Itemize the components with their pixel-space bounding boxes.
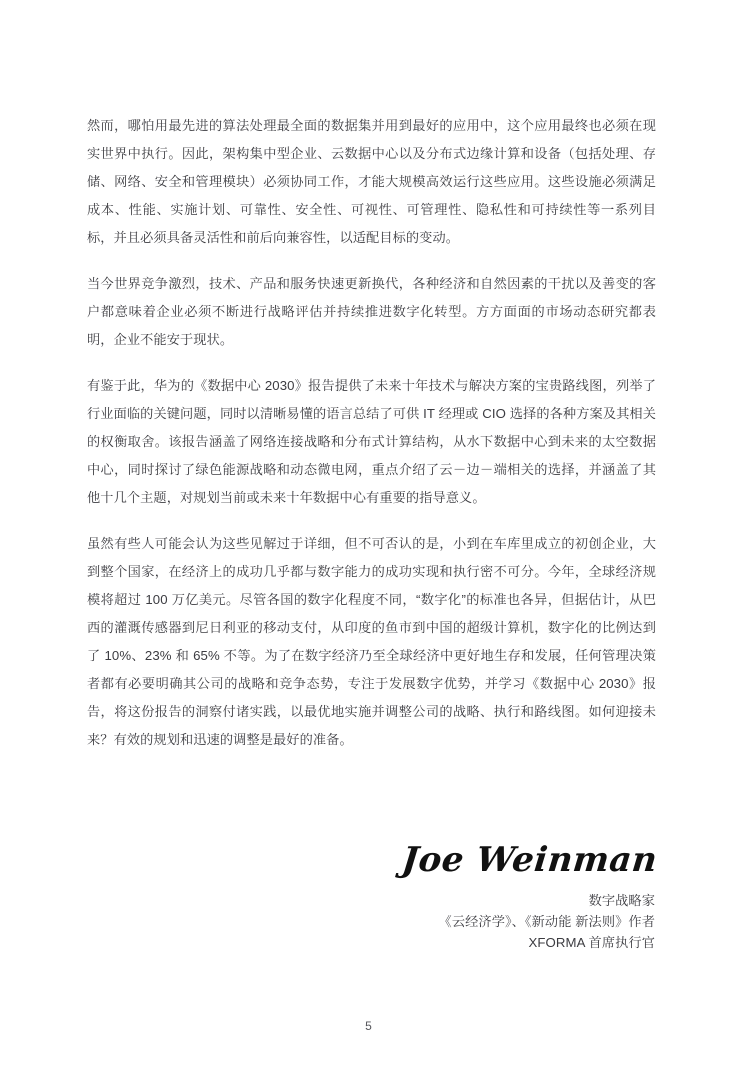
body-text-column — [87, 112, 656, 754]
paragraph: 虽然有些人可能会认为这些见解过于详细，但不可否认的是，小到在车库里成立的初创企业，大到整个国家，在经济上的成功几乎都与数字能力的成功实现和执行密不可分。今年，全球经济规模将超过 100 万亿美元。尽管各国的数字化程度不同，“数字化”的标准也各异，但据估计，从巴西的灌溉传感器到尼日利亚的移动支付，从印度的鱼市到中国的超级计算机，数字化的比例达到了 10%、23% 和 65% 不等。为了在数字经济乃至全球经济中更好地生存和发展，任何管理决策者都有必要明确其公司的战略和竞争态势，专注于发展数字优势，并学习《数据中心 2030》报告，将这份报告的洞察付诸实践，以最优地实施并调整公司的战略、执行和路线图。如何迎接未来？有效的规划和迅速的调整是最好的准备。 — [87, 536, 656, 747]
paragraph: 当今世界竞争激烈，技术、产品和服务快速更新换代，各种经济和自然因素的干扰以及善变的客户都意味着企业必须不断进行战略评估并持续推进数字化转型。方方面面的市场动态研究都表明，企业不能安于现状。 — [87, 276, 656, 347]
signature-block — [235, 838, 660, 953]
author-signature: Joe Weinman — [400, 840, 660, 880]
paragraph: 然而，哪怕用最先进的算法处理最全面的数据集并用到最好的应用中，这个应用最终也必须在现实世界中执行。因此，架构集中型企业、云数据中心以及分布式边缘计算和设备（包括处理、存储、网络、安全和管理模块）必须协同工作，才能大规模高效运行这些应用。这些设施必须满足成本、性能、实施计划、可靠性、安全性、可视性、可管理性、隐私性和可持续性等一系列目标，并且必须具备灵活性和前后向兼容性，以适配目标的变动。 — [87, 118, 656, 245]
author-credit-line: 《云经济学》、《新动能 新法则》作者 — [438, 914, 655, 929]
author-credits — [235, 890, 655, 953]
page-number: 5 — [365, 1019, 372, 1033]
author-credit-line: 数字战略家 — [588, 893, 655, 908]
author-credit-line: XFORMA 首席执行官 — [528, 935, 655, 950]
paragraph: 有鉴于此，华为的《数据中心 2030》报告提供了未来十年技术与解决方案的宝贵路线图，列举了行业面临的关键问题，同时以清晰易懂的语言总结了可供 IT 经理或 CIO 选择的各种方案及其相关的权衡取舍。该报告涵盖了网络连接战略和分布式计算结构，从水下数据中心到未来的太空数据中心，同时探讨了绿色能源战略和动态微电网，重点介绍了云－边－端相关的选择，并涵盖了其他十几个主题，对规划当前或未来十年数据中心有重要的指导意义。 — [87, 378, 656, 505]
